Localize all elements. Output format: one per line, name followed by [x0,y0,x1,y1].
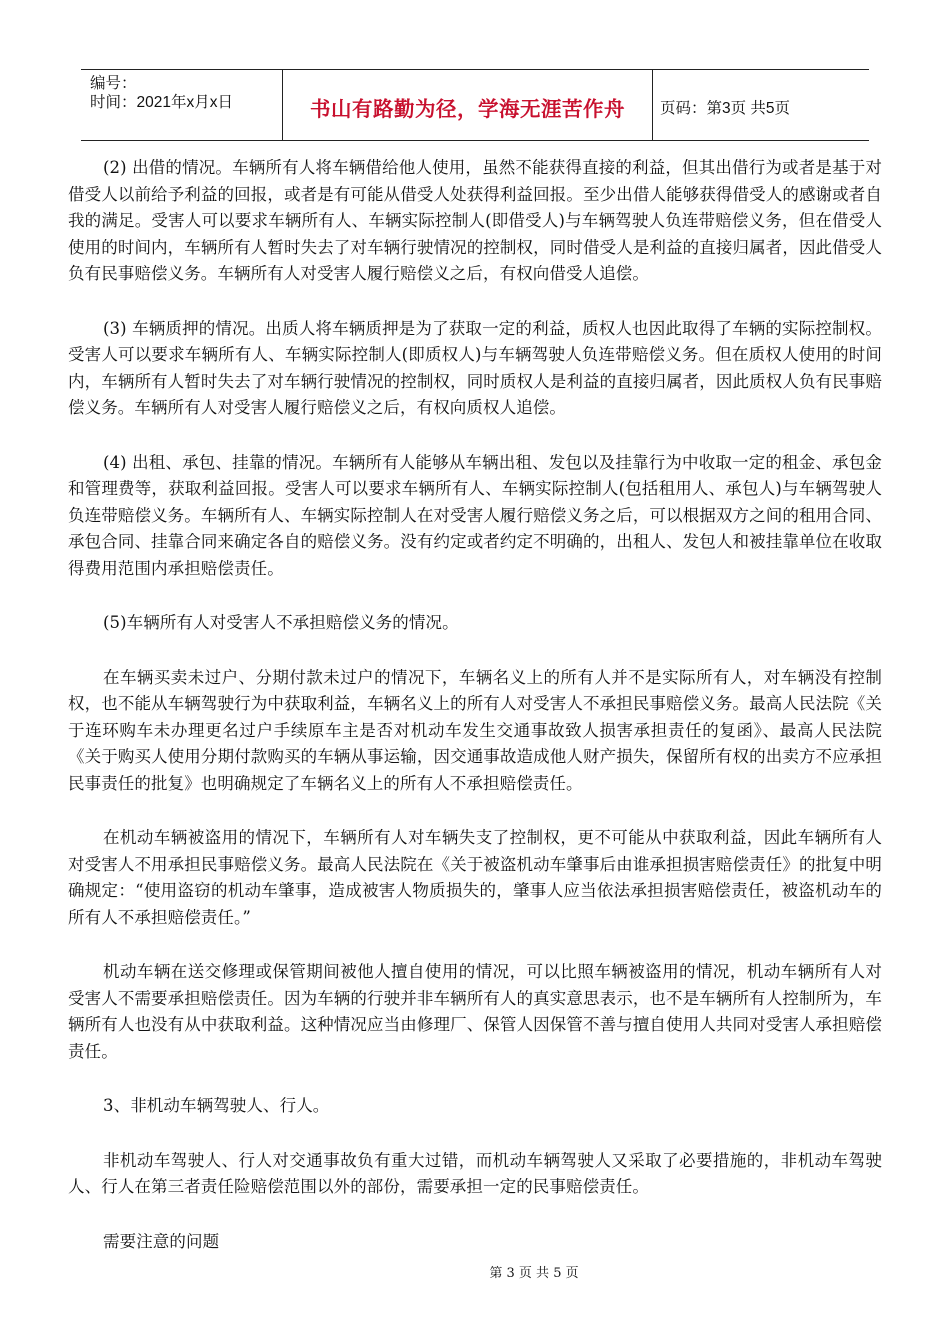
paragraph: (5)车辆所有人对受害人不承担赔偿义务的情况。 [103,613,459,632]
section-heading: 3、非机动车辆驾驶人、行人。 [103,1096,330,1115]
code-label: 编号： [90,75,137,92]
page-footer [0,1262,950,1281]
paragraph: (2) 出借的情况。车辆所有人将车辆借给他人使用，虽然不能获得直接的利益，但其出借行为或者是基于对借受人以前给予利益的回报，或者是有可能从借受人处获得利益回报。至少出借人能够获得借受人的感谢或者自我的满足。受害人可以要求车辆所有人、车辆实际控制人(即借受人)与车辆驾驶人负连带赔偿义务，但在借受人使用的时间内，车辆所有人暂时失去了对车辆行驶情况的控制权，同时借受人是利益的直接归属者，因此借受人负有民事赔偿义务。车辆所有人对受害人履行赔偿义之后，有权向借受人追偿。 [68,158,882,283]
footer-page-number: 第 3 页 共 5 页 [489,1266,579,1281]
paragraph: 非机动车驾驶人、行人对交通事故负有重大过错，而机动车辆驾驶人又采取了必要措施的，非机动车驾驶人、行人在第三者责任险赔偿范围以外的部份，需要承担一定的民事赔偿责任。 [68,1150,882,1196]
paragraph: 需要注意的问题 [103,1231,220,1251]
header-motto-cell [282,70,653,140]
document-body [68,155,882,1283]
time-label: 时间：2021年x月x日 [90,94,233,111]
paragraph: 在车辆买卖未过户、分期付款未过户的情况下，车辆名义上的所有人并不是实际所有人，对车辆没有控制权，也不能从车辆驾驶行为中获取利益，车辆名义上的所有人对受害人不承担民事赔偿义务。最高人民法院《关于连环购车未办理更名过户手续原车主是否对机动车发生交通事故致人损害承担责任的复函》、最高人民法院《关于购买人使用分期付款购买的车辆从事运输，因交通事故造成他人财产损失，保留所有权的出卖方不应承担民事责任的批复》也明确规定了车辆名义上的所有人不承担赔偿责任。 [68,667,882,793]
paragraph: 在机动车辆被盗用的情况下，车辆所有人对车辆失支了控制权，更不可能从中获取利益，因此车辆所有人对受害人不用承担民事赔偿义务。最高人民法院在《关于被盗机动车肇事后由谁承担损害赔偿责任》的批复中明确规定：“使用盗窃的机动车肇事，造成被害人物质损失的，肇事人应当依法承担损害赔偿责任，被盗机动车的所有人不承担赔偿责任。” [68,828,882,927]
header-meta [81,70,282,140]
paragraph: 机动车辆在送交修理或保管期间被他人擅自使用的情况，可以比照车辆被盗用的情况，机动车辆所有人对受害人不需要承担赔偿责任。因为车辆的行驶并非车辆所有人的真实意思表示，也不是车辆所有人控制所为，车辆所有人也没有从中获取利益。这种情况应当由修理厂、保管人因保管不善与擅自使用人共同对受害人承担赔偿责任。 [68,962,882,1061]
motto-text: 书山有路勤为径，学海无涯苦作舟 [310,97,625,121]
page-info-text: 页码：第3页 共5页 [660,100,791,117]
page-header [81,69,869,141]
header-page-info [653,70,869,140]
paragraph: (4) 出租、承包、挂靠的情况。车辆所有人能够从车辆出租、发包以及挂靠行为中收取一定的租金、承包金和管理费等，获取利益回报。受害人可以要求车辆所有人、车辆实际控制人(包括租用人、承包人)与车辆驾驶人负连带赔偿义务。车辆所有人、车辆实际控制人在对受害人履行赔偿义务之后，可以根据双方之间的租用合同、承包合同、挂靠合同来确定各自的赔偿义务。没有约定或者约定不明确的，出租人、发包人和被挂靠单位在收取得费用范围内承担赔偿责任。 [68,452,882,578]
paragraph: (3) 车辆质押的情况。出质人将车辆质押是为了获取一定的利益，质权人也因此取得了车辆的实际控制权。受害人可以要求车辆所有人、车辆实际控制人(即质权人)与车辆驾驶人负连带赔偿义务。但在质权人使用的时间内，车辆所有人暂时失去了对车辆行驶情况的控制权，同时质权人是利益的直接归属者，因此质权人负有民事赔偿义务。车辆所有人对受害人履行赔偿义之后，有权向质权人追偿。 [68,318,882,417]
